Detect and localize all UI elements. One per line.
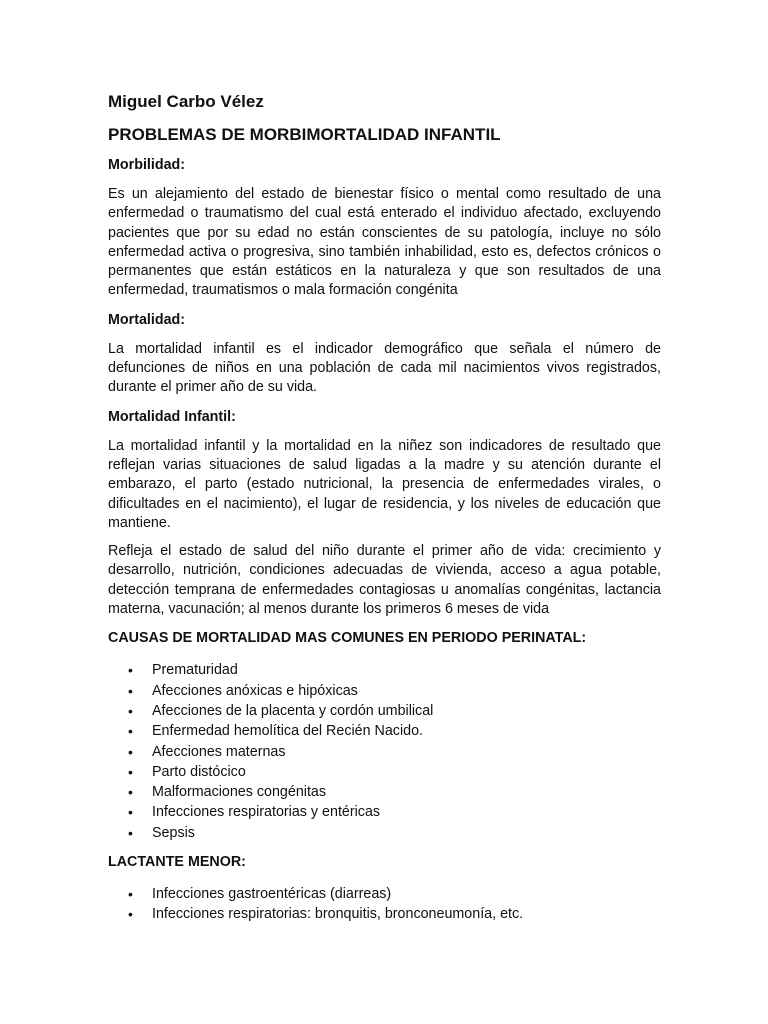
list-item (108, 742, 661, 762)
list-item-text: Parto distócico (152, 763, 246, 780)
heading-lactante-menor: LACTANTE MENOR: (108, 854, 246, 871)
bullet-icon: • (128, 763, 133, 780)
bullet-icon: • (128, 784, 133, 801)
heading-mortalidad: Mortalidad: (108, 311, 186, 328)
author-name: Miguel Carbo Vélez (108, 92, 264, 111)
heading-morbilidad: Morbilidad: (108, 157, 186, 173)
list-item (108, 802, 661, 822)
document-page (108, 86, 661, 925)
list-item (108, 721, 661, 741)
list-item (108, 701, 661, 721)
list-item-text: Sepsis (152, 824, 195, 841)
list-item (108, 762, 661, 782)
bullet-icon: • (128, 906, 133, 923)
bullet-icon: • (128, 702, 133, 719)
list-item (108, 884, 661, 904)
list-item (108, 660, 661, 680)
bullet-icon: • (128, 723, 133, 740)
paragraph-mortalidad-infantil-1: La mortalidad infantil y la mortalidad en la niñez son indicadores de resultado que reflejan varias situaciones de salud ligadas a la madre y su atención durante el embarazo, el parto (estado nutricional, la presencia de enfermedades virales, o dificultades en el nacimiento), el lugar de residencia, y los niveles de educación que mantiene. (108, 437, 661, 531)
list-item (108, 904, 661, 924)
bullet-icon: • (128, 886, 133, 903)
list-item-text: Malformaciones congénitas (152, 784, 327, 801)
list-item-text: Infecciones gastroentéricas (diarreas) (152, 886, 392, 903)
list-item-text: Enfermedad hemolítica del Recién Nacido. (152, 723, 423, 740)
document-title: PROBLEMAS DE MORBIMORTALIDAD INFANTIL (108, 125, 501, 144)
list-item-text: Afecciones maternas (152, 743, 286, 760)
paragraph-mortalidad-infantil-2: Refleja el estado de salud del niño durante el primer año de vida: crecimiento y desarrollo, nutrición, condiciones adecuadas de vivienda, acceso a agua potable, detección temprana de enfermedades contagiosas u anomalías congénitas, lactancia materna, vacunación; al menos durante los primeros 6 meses de vida (108, 543, 661, 618)
bullet-icon: • (128, 682, 133, 699)
list-item (108, 782, 661, 802)
heading-causas-perinatal: CAUSAS DE MORTALIDAD MAS COMUNES EN PERIODO PERINATAL: (108, 630, 587, 647)
list-item (108, 823, 661, 843)
list-item-text: Infecciones respiratorias: bronquitis, bronconeumonía, etc. (152, 906, 524, 923)
paragraph-mortalidad: La mortalidad infantil es el indicador demográfico que señala el número de defunciones de niños en una población de cada mil nacimientos vivos registrados, durante el primer año de su vida. (108, 340, 661, 396)
heading-mortalidad-infantil: Mortalidad Infantil: (108, 408, 236, 425)
paragraph-morbilidad: Es un alejamiento del estado de bienestar físico o mental como resultado de una enfermedad o traumatismo del cual está enterado el individuo afectado, excluyendo pacientes que por su edad no están conscientes de su patología, incluye no sólo enfermedad activa o progresiva, sino también inhabilidad, esto es, defectos crónicos o permanentes que están estáticos en la naturaleza y que son resultados de una enfermedad, traumatismos o mala formación congénita (108, 186, 661, 299)
list-item-text: Prematuridad (152, 662, 238, 679)
bullet-icon: • (128, 662, 133, 679)
list-item (108, 681, 661, 701)
list-item-text: Afecciones de la placenta y cordón umbilical (152, 702, 434, 719)
list-lactante-menor (108, 884, 661, 925)
list-item-text: Afecciones anóxicas e hipóxicas (152, 682, 358, 699)
list-causas-perinatal (108, 660, 661, 843)
bullet-icon: • (128, 743, 133, 760)
bullet-icon: • (128, 824, 133, 841)
list-item-text: Infecciones respiratorias y entéricas (152, 804, 381, 821)
bullet-icon: • (128, 804, 133, 821)
